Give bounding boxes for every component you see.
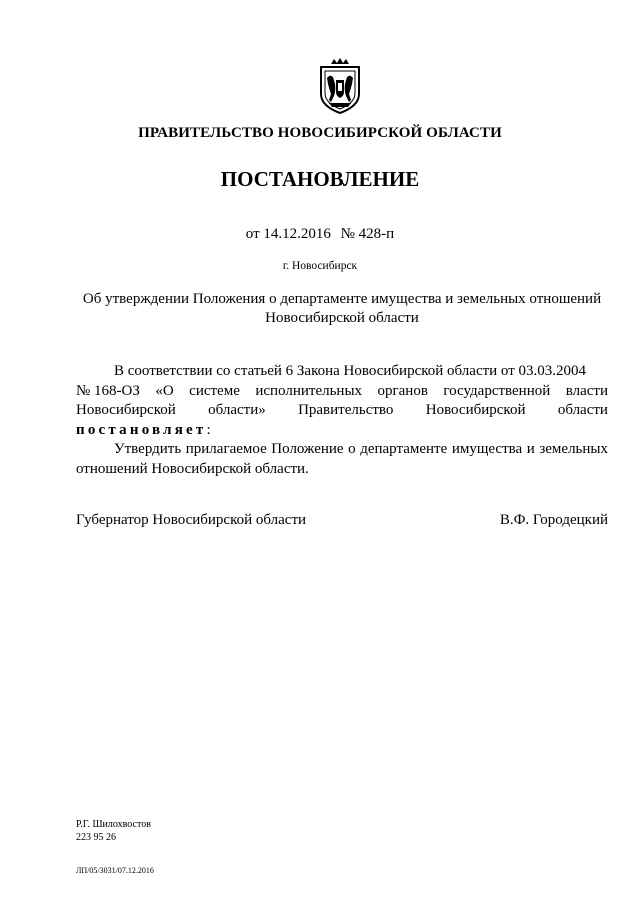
subject-line-2: Новосибирской области — [265, 310, 419, 326]
body-word: власти — [565, 382, 608, 399]
document-date: 14.12.2016 — [263, 226, 331, 242]
body-word: «О — [155, 382, 174, 399]
coat-of-arms-icon — [317, 58, 363, 114]
body-word: № 168-ОЗ — [76, 382, 140, 399]
body-word: области» — [208, 402, 266, 418]
body-line-3 — [76, 401, 608, 421]
document-number: № 428-п — [340, 226, 395, 242]
document-body — [76, 362, 608, 479]
body-word: Новосибирской — [76, 402, 176, 418]
body-word: Правительство — [298, 402, 394, 418]
body-word: системе — [189, 382, 240, 399]
body-line-2 — [76, 382, 608, 402]
body-word: области — [557, 402, 608, 418]
body-word: органов — [377, 382, 428, 399]
body-word: исполнительных — [255, 382, 363, 399]
subject-line-1: Об утверждении Положения о департаменте имущества и земельных отношений — [82, 291, 602, 307]
body-paragraph-2: Утвердить прилагаемое Положение о департаменте имущества и земельных отношений Новосибирской области. — [76, 441, 608, 477]
document-date-number — [0, 226, 640, 243]
executor-phone: 223 95 26 — [76, 832, 116, 843]
organization-name: ПРАВИТЕЛЬСТВО НОВОСИБИРСКОЙ ОБЛАСТИ — [138, 125, 502, 141]
signatory-name: В.Ф. Городецкий — [499, 512, 608, 528]
document-city: г. Новосибирск — [282, 260, 358, 272]
executor-name: Р.Г. Шилохвостов — [76, 819, 151, 830]
signatory-position: Губернатор Новосибирской области — [76, 512, 307, 528]
footer-code: ЛП/05/3031/07.12.2016 — [76, 866, 154, 875]
document-subject — [76, 290, 608, 328]
body-line-4 — [76, 421, 608, 441]
decree-colon: : — [206, 421, 211, 438]
date-prefix: от — [245, 226, 260, 242]
body-word: Новосибирской — [425, 402, 526, 418]
body-line-1: В соответствии со статьей 6 Закона Новосибирской области от 03.03.2004 — [114, 363, 587, 379]
decree-word: постановляет — [76, 421, 207, 438]
body-word: государственной — [443, 382, 551, 399]
executor-info — [76, 818, 151, 844]
document-type-title: ПОСТАНОВЛЕНИЕ — [220, 167, 420, 191]
